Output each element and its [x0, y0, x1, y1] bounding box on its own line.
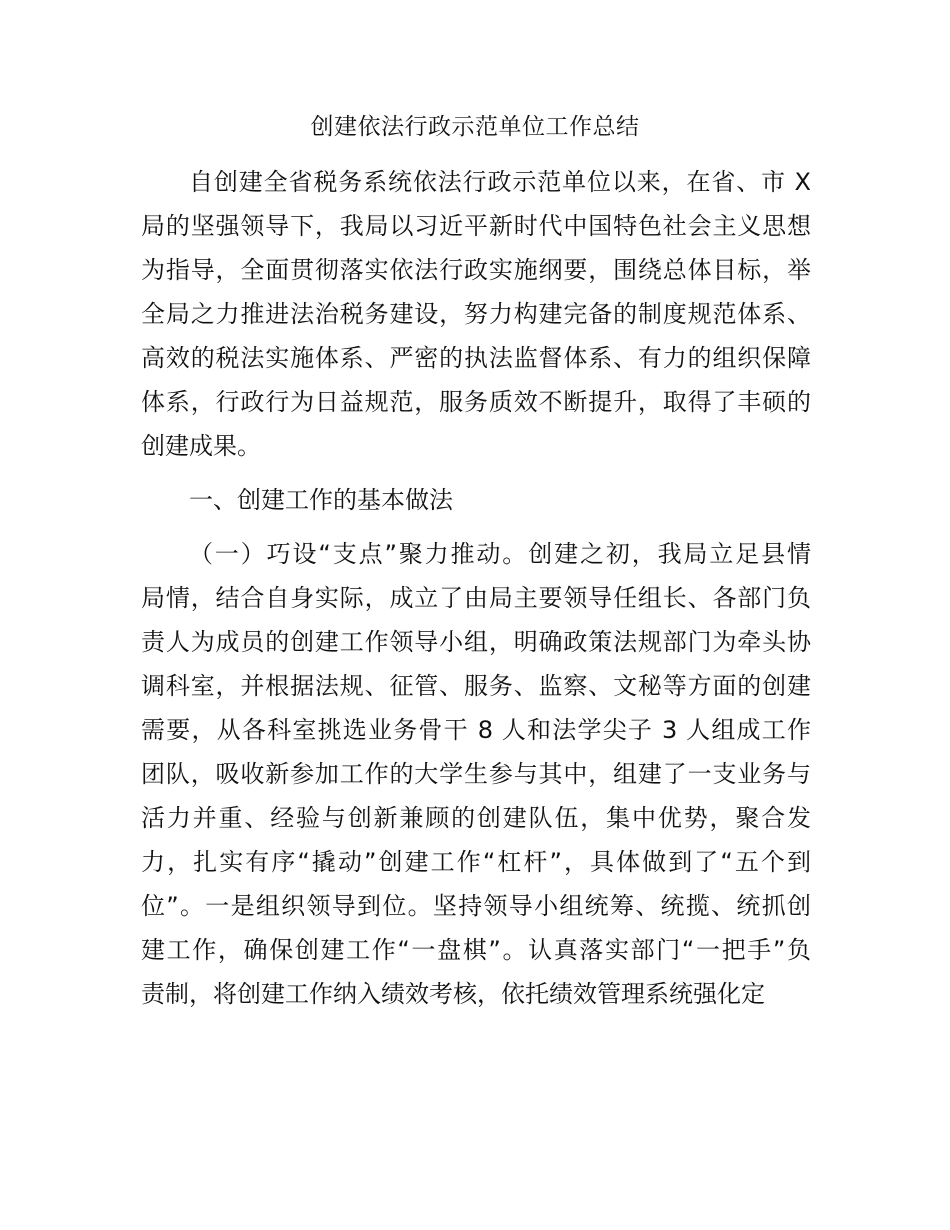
section-paragraph: [141, 532, 811, 1016]
text-line: 全局之力推进法治税务建设，努力构建完备的制度规范体系、: [141, 300, 811, 328]
text-line: 活力并重、经验与创新兼顾的创建队伍，集中优势，聚合发: [141, 804, 811, 832]
text-line: 责人为成员的创建工作领导小组，明确政策法规部门为牵头协: [141, 628, 811, 656]
document-title: 创建依法行政示范单位工作总结: [310, 114, 640, 140]
intro-paragraph: [141, 160, 811, 468]
text-line: 自创建全省税务系统依法行政示范单位以来，在省、市 X: [189, 168, 811, 196]
section-heading-block: [141, 478, 811, 522]
text-line: 高效的税法实施体系、严密的执法监督体系、有力的组织保障: [141, 344, 811, 372]
text-line: 局情，结合自身实际，成立了由局主要领导任组长、各部门负: [141, 584, 811, 612]
text-line: 需要，从各科室挑选业务骨干 8 人和法学尖子 3 人组成工作: [141, 716, 811, 744]
text-line: 团队，吸收新参加工作的大学生参与其中，组建了一支业务与: [141, 760, 811, 788]
text-line: 力，扎实有序“撬动”创建工作“杠杆”，具体做到了“五个到: [141, 848, 811, 876]
document-body: [141, 160, 811, 1016]
section-heading: 一、创建工作的基本做法: [189, 486, 453, 514]
text-line: 创建成果。: [141, 432, 261, 460]
text-line: 建工作，确保创建工作“一盘棋”。认真落实部门“一把手”负: [141, 936, 811, 964]
text-line: 责制，将创建工作纳入绩效考核，依托绩效管理系统强化定: [141, 980, 765, 1008]
text-line: 调科室，并根据法规、征管、服务、监察、文秘等方面的创建: [141, 672, 811, 700]
text-line: 位”。一是组织领导到位。坚持领导小组统筹、统揽、统抓创: [141, 892, 811, 920]
text-line: 局的坚强领导下，我局以习近平新时代中国特色社会主义思想: [141, 212, 811, 240]
text-line: 体系，行政行为日益规范，服务质效不断提升，取得了丰硕的: [141, 388, 811, 416]
text-line: 为指导，全面贯彻落实依法行政实施纲要，围绕总体目标，举: [141, 256, 811, 284]
text-line: （一）巧设“支点”聚力推动。创建之初，我局立足县情: [189, 540, 811, 568]
